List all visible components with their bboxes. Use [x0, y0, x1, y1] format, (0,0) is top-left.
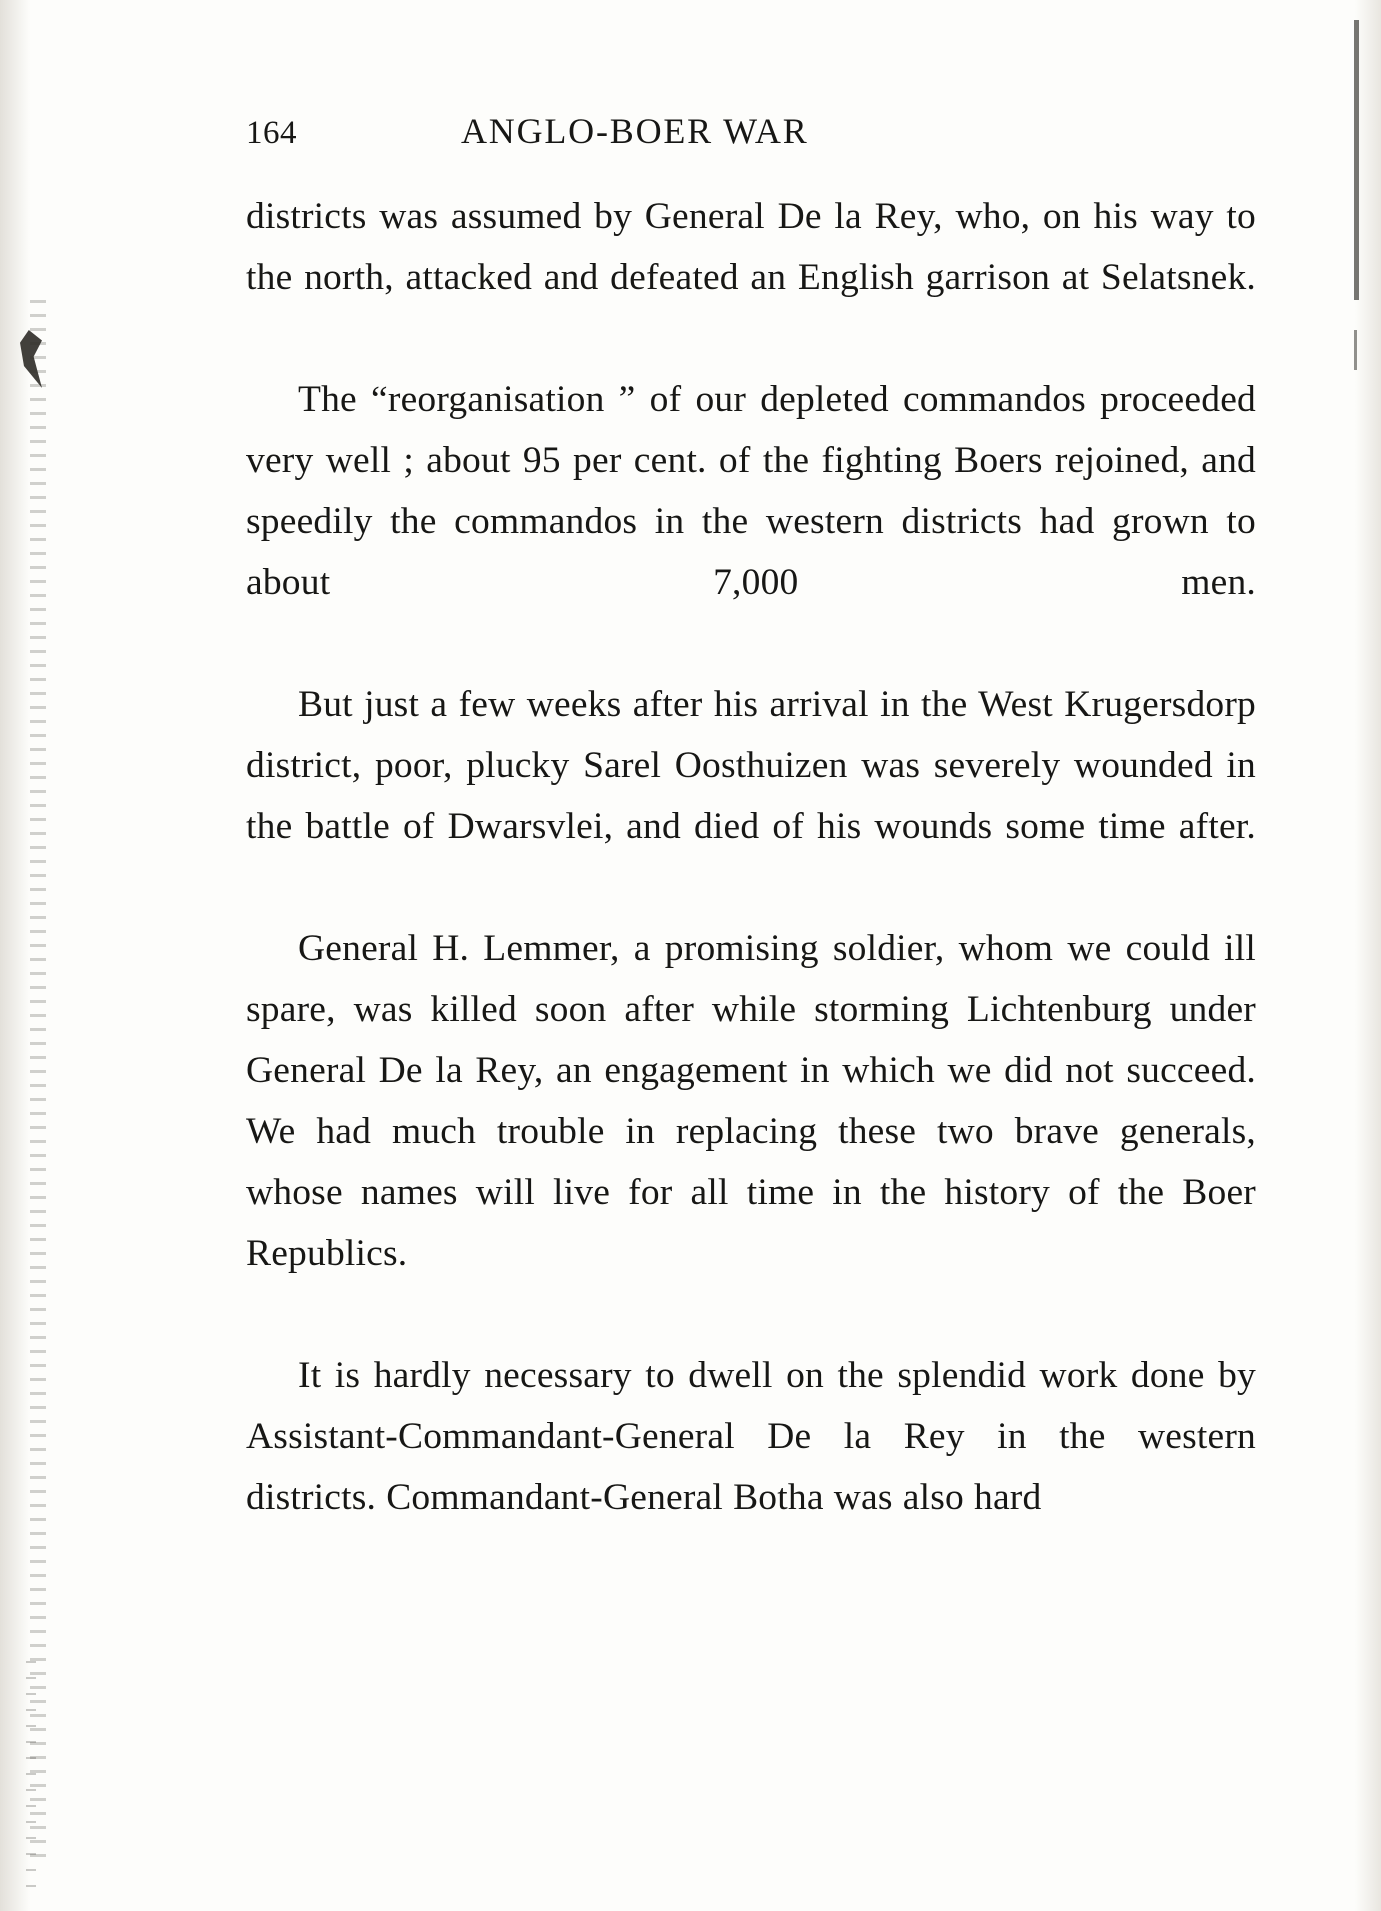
paragraph: But just a few weeks after his arrival in the West Krugersdorp district, poor, plucky Sarel Oosthuizen was severely wounded in the battle of Dwarsvlei, and died of his wounds some time after. [246, 684, 1256, 847]
paragraph: It is hardly necessary to dwell on the splendid work done by Assistant-Commandant-General De la Rey in the western districts. Commandant-General Botha was also hard [246, 1355, 1256, 1518]
paragraph: districts was assumed by General De la Rey, who, on his way to the north, attacked and defeated an English garrison at Selatsnek. [246, 196, 1256, 298]
paragraph: General H. Lemmer, a promising soldier, whom we could ill spare, was killed soon after while storming Lichtenburg under General De la Rey, an engagement in which we did not succeed. We had much trouble in replacing these two brave generals, whose names will live for all time in the history of the Boer Republics. [246, 928, 1256, 1274]
page-text-block [246, 110, 1256, 1528]
book-title-header: ANGLO-BOER WAR [461, 111, 809, 151]
scan-margin-line-artifact-lower [1354, 330, 1357, 370]
paragraph: The “reorganisation ” of our depleted commandos proceeded very well ; about 95 per cent. of the fighting Boers rejoined, and speedily the commandos in the western districts had grown to about 7,000 men. [246, 379, 1256, 603]
running-header [246, 110, 1256, 152]
scan-margin-line-artifact [1354, 20, 1359, 300]
page-number: 164 [246, 115, 297, 151]
page-left-edge-shading [0, 0, 30, 1911]
scan-speckle-artifact-bottom [26, 1661, 36, 1891]
scan-speckle-artifact [30, 300, 46, 1860]
